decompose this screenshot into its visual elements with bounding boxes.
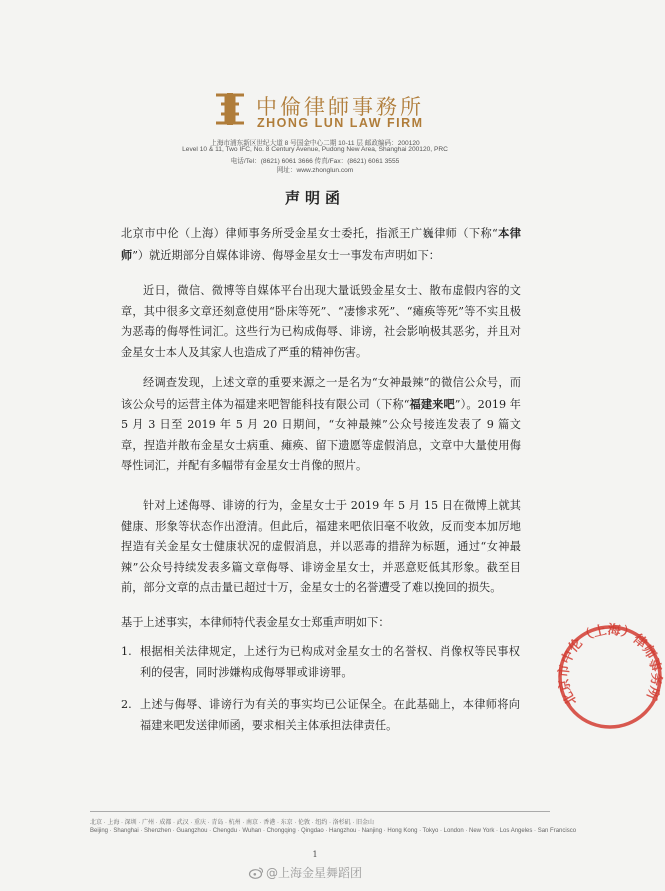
para2-text-a: 经调查发现，上述文章的重要来源之一是名为“女神最辣”的微信公众号，而该公众号的运营主体为福建来吧智能科技有限公司（下称“ [121,376,521,411]
footer-cities-en: Beijing · Shanghai · Shenzhen · Guangzhou · Chengdu · Wuhan · Chongqing · Qingdao · Hangzhou · Nanjing · Hong Kong · Tokyo · London · New York · Los Angeles · San Francisco [90,828,577,834]
intro-bold-2: 律师 [121,226,521,262]
page-number: 1 [312,850,318,859]
paragraph-3: 针对上述侮辱、诽谤的行为，金星女士于 2019 年 5 月 15 日在微博上就其健康、形象等状态作出澄清。但此后，福建来吧依旧毫不收敛，反而变本加厉地捏造有关金星女士健康状况的虚假消息，并以恶毒的措辞为标题，通过“女神最辣”公众号持续发表多篇文章侮辱、诽谤金星女士，并恶意贬低其形象。截至目前，部分文章的点击量已超过十万，金星女士的名誉遭受了难以挽回的损失。 [121,499,521,594]
watermark-text: @上海金星舞蹈团 [266,866,363,880]
para2-text-b: ”）。2019 年 5 月 3 日至 2019 年 5 月 20 日期间，“女神最辣”公众号接连发表了 9 篇文章，捏造并散布金星女士病重、瘫痪、留下遗愿等虚假消息，文章中大量使用侮辱性词汇，并配有多幅带有金星女士肖像的照片。 [121,397,521,472]
intro-text-b: ”）就近期部分自媒体诽谤、侮辱金星女士一事发布声明如下： [132,248,440,262]
page-title: 声明函 [284,189,345,207]
firm-logo-icon [213,91,247,127]
weibo-icon [249,866,264,879]
intro-bold-1: 本 [497,226,510,240]
para2-bold: 福建来吧 [409,396,455,411]
list-item-2-text: 上述与侮辱、诽谤行为有关的事实均已公证保全。在此基础上，本律师将向福建来吧发送律师函，要求相关主体承担法律责任。 [140,698,520,732]
firm-name-cn: 中倫律師事務所 [256,95,424,119]
intro-text-a: 北京市中伦（上海）律师事务所受金星女士委托，指派王广巍律师（下称“ [121,227,498,240]
phone-fax: 电话/Tel：(8621) 6061 3666 传真/Fax：(8621) 6061 3555 [230,158,400,165]
firm-name-en: ZHONG LUN LAW FIRM [257,116,424,130]
intro-paragraph [121,223,521,266]
list-item-2-number: 2. [121,698,132,711]
law-firm-seal [555,622,665,732]
address-en: Level 10 & 11, Two IFC, No. 8 Century Avenue, Pudong New Area, Shanghai 200120, PRC [182,146,448,153]
seal-text: 北京市中伦（上海）律师事务所 [556,622,664,708]
svg-text:北京市中伦（上海）律师事务所 [556,622,665,708]
list-item-1-number: 1. [121,645,132,658]
paragraph-4: 基于上述事实，本律师特代表金星女士郑重声明如下： [121,616,390,629]
footer-divider [90,811,550,812]
paragraph-1: 近日，微信、微博等自媒体平台出现大量诋毁金星女士、散布虚假内容的文章，其中很多文章还刻意使用“卧床等死”、“凄惨求死”、“瘫痪等死”等不实且极为恶毒的侮辱性词汇。这些行为已构成侮辱、诽谤，社会影响极其恶劣，并且对金星女士本人及其家人也造成了严重的精神伤害。 [121,284,521,359]
website: 网址：www.zhonglun.com [276,167,354,174]
list-item-1-text: 根据相关法律规定，上述行为已构成对金星女士的名誉权、肖像权等民事权利的侵害，同时涉嫌构成侮辱罪或诽谤罪。 [140,645,520,679]
paragraph-2 [121,373,521,477]
weibo-watermark [249,864,362,881]
address-cn: 上海市浦东新区世纪大道 8 号国金中心二期 10-11 层 邮政编码：200120 [210,140,420,147]
footer-cities-cn: 北京 · 上海 · 深圳 · 广州 · 成都 · 武汉 · 重庆 · 青岛 · 杭州 · 南京 · 香港 · 东京 · 伦敦 · 纽约 · 洛杉矶 · 旧金山 [90,820,374,826]
